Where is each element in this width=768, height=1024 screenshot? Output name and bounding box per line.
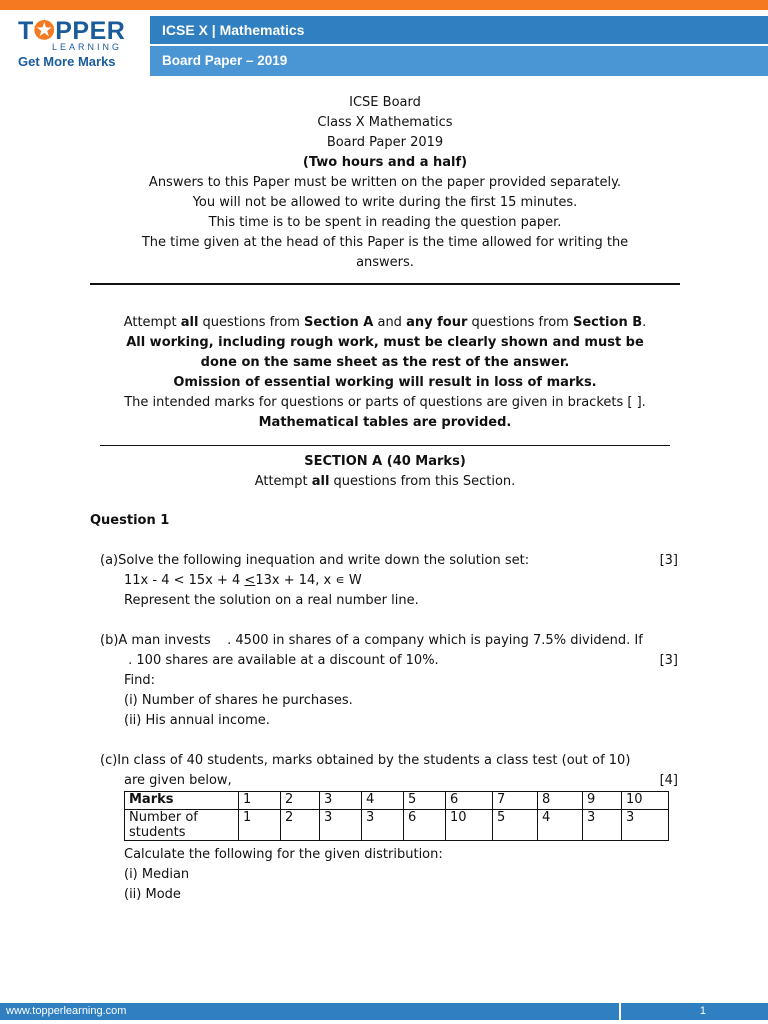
section-a-title: SECTION A (40 Marks) [304,454,466,469]
table-cell: 2 [281,792,320,810]
attempt-text: and [373,315,407,330]
part-c-line-1: In class of 40 students, marks obtained by the students a class test (out of 10) [117,753,631,768]
header-subject: ICSE X | Mathematics [150,16,768,44]
top-accent-bar [0,0,768,10]
part-a-line-1: Solve the following inequation and write down the solution set: [118,553,530,568]
working-line-1: All working, including rough work, must be clearly shown and must be [126,335,644,350]
divider-1 [90,283,680,285]
table-row [125,810,669,841]
table-cell: Marks [125,792,239,810]
attempt-section-a: Section A [304,315,374,330]
attempt-text: Attempt [123,315,181,330]
footer-url[interactable]: www.topperlearning.com [6,1005,127,1017]
instruction-4: The time given at the head of this Paper is the time allowed for writing the [141,235,629,250]
instruction-1: Answers to this Paper must be written on the paper provided separately. [148,175,622,190]
logo-letter-t: T [18,17,34,45]
part-b-line-2: . 100 shares are available at a discount of 10%. [124,653,439,668]
attempt-text: questions from [198,315,304,330]
section-a-text: questions from this Section. [329,474,516,489]
topper-logo [18,18,128,76]
instruction-5: answers. [356,255,414,270]
part-b-find: Find: [124,673,156,688]
table-cell: 9 [583,792,622,810]
part-label: (c) [100,753,118,768]
table-cell: 5 [404,792,446,810]
part-a-marks: [3] [659,553,678,568]
section-a-header [90,452,680,492]
part-a-line-3: Represent the solution on a real number line. [124,593,419,608]
table-cell: 10 [446,810,493,841]
divider-2 [100,445,670,446]
row-label-line: students [129,825,186,840]
part-b-line-1: A man invests . 4500 in shares of a company which is paying 7.5% dividend. If [118,633,643,648]
table-cell: 8 [538,792,583,810]
part-label: (a) [100,553,119,568]
attempt-any-four: any four [406,315,468,330]
table-cell: 2 [281,810,320,841]
attempt-section-b: Section B [572,315,643,330]
working-line-2: done on the same sheet as the rest of the answer. [200,355,570,370]
part-c-i: (i) Median [124,867,190,882]
part-label: (b) [100,633,119,648]
question-1c [100,751,680,791]
title-paper: Board Paper 2019 [326,135,444,150]
logo-star-icon: ✪ [33,17,56,45]
marks-note: The intended marks for questions or parts of questions are given in brackets [ ]. [124,395,646,410]
table-cell: 4 [538,810,583,841]
section-a-text: Attempt [254,474,312,489]
part-c-ii: (ii) Mode [124,887,181,902]
attempt-text: questions from [467,315,573,330]
table-cell: 4 [362,792,404,810]
question-1b [100,631,680,731]
tables-note: Mathematical tables are provided. [258,415,512,430]
title-board: ICSE Board [349,95,421,110]
question-1c-tail [100,845,680,905]
table-cell: 3 [362,810,404,841]
title-class: Class X Mathematics [317,115,453,130]
part-b-marks: [3] [659,653,678,668]
title-block [90,93,680,273]
table-cell: 1 [239,810,281,841]
table-cell: 3 [320,810,362,841]
table-row-label [125,810,239,841]
table-cell: 1 [239,792,281,810]
table-cell: 5 [493,810,538,841]
instruction-3: This time is to be spent in reading the question paper. [208,215,562,230]
footer-bar [0,1003,768,1020]
section-a-all: all [311,474,330,489]
inequation-symbol: < [244,573,256,588]
logo-subtitle: LEARNING [51,42,122,52]
inequation-text: 11x - 4 < 15x + 4 [124,573,245,588]
attempt-all: all [180,315,199,330]
attempt-line [90,313,680,333]
table-cell: 7 [493,792,538,810]
part-c-marks: [4] [659,773,678,788]
marks-distribution-table [124,791,669,841]
part-c-calc: Calculate the following for the given distribution: [124,847,443,862]
part-b-i: (i) Number of shares he purchases. [124,693,353,708]
question-1a [100,551,680,611]
table-cell: 6 [446,792,493,810]
part-c-line-2: are given below, [124,773,232,788]
instruction-2: You will not be allowed to write during the first 15 minutes. [192,195,578,210]
page-number: 1 [699,1005,706,1017]
row-label-line: Number of [129,810,198,825]
logo-letters: PPER [55,17,126,45]
question-1-title: Question 1 [90,513,170,528]
table-cell: 3 [320,792,362,810]
section-a-attempt [90,472,680,492]
general-instructions [90,313,680,433]
table-cell: 3 [622,810,669,841]
header-paper: Board Paper – 2019 [150,46,768,76]
inequation-text: 13x + 14, x ∊ W [255,573,362,588]
logo-tagline: Get More Marks [18,54,116,69]
part-b-ii: (ii) His annual income. [124,713,270,728]
table-cell: 6 [404,810,446,841]
footer-separator [619,1003,621,1020]
omission-line: Omission of essential working will result in loss of marks. [173,375,597,390]
attempt-text: . [642,315,647,330]
table-cell: 10 [622,792,669,810]
table-header-row [125,792,669,810]
title-duration: (Two hours and a half) [302,155,468,170]
table-cell: 3 [583,810,622,841]
